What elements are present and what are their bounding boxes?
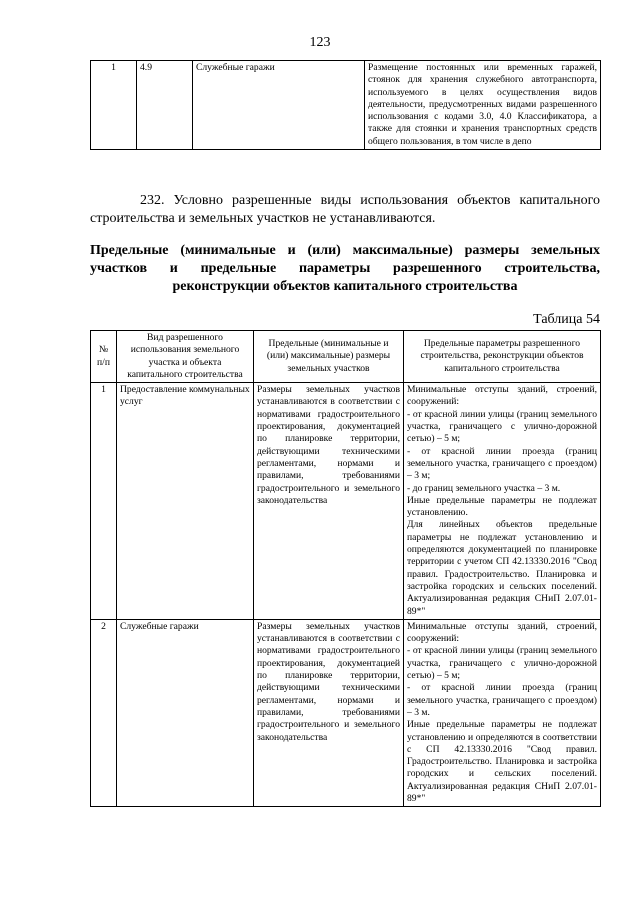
continuation-table — [90, 60, 601, 150]
param-line: Минимальные отступы зданий, строений, сооружений: — [407, 384, 597, 408]
param-line: Минимальные отступы зданий, строений, сооружений: — [407, 620, 597, 645]
page-number: 123 — [309, 35, 331, 50]
row-number: 2 — [91, 619, 117, 806]
param-line: - от красной линии проезда (границ земельного участка, граничащего с проездом) – 3 м; — [407, 445, 597, 482]
row-number: 1 — [91, 61, 137, 150]
header-land-sizes: Предельные (минимальные и (или) максимальные) размеры земельных участков — [254, 331, 404, 383]
param-line: Для линейных объектов предельные параметры не подлежат установлению и определяются документацией по планировке территории с учетом СП 42.13330.2016 "Свод правил. Градостроительство. Планировка и застройка городских и сельских поселений. Актуализированная редакция СНиП 2.07.01-89*" — [407, 519, 597, 617]
row-build-params — [404, 383, 601, 620]
param-line: - от красной линии улицы (границ земельного участка, граничащего с улично-дорожной сетью) – 5 м; — [407, 645, 597, 682]
row-land-sizes: Размеры земельных участков устанавливаются в соответствии с нормативами градостроительного проектирования, документацией по планировке территории, действующими техническими регламентами, нормами и правилами, требованиями градостроительного и земельного законодательства — [254, 383, 404, 620]
row-use-type: Предоставление коммунальных услуг — [117, 383, 254, 620]
paragraph-232: 232. Условно разрешенные виды использования объектов капитального строительства и земельных участков не устанавливаются. — [90, 193, 600, 226]
table-row — [91, 619, 601, 806]
param-line: - от красной линии проезда (границ земельного участка, граничащего с проездом) – 3 м. — [407, 682, 597, 718]
row-name: Служебные гаражи — [193, 61, 365, 150]
param-line: Иные предельные параметры не подлежат установлению и определяются в соответствии с СП 42.13330.2016 "Свод правил. Градостроительство. Планировка и застройка городских и сельских поселений. Актуализированная редакция СНиП 2.07.01-89*" — [407, 719, 597, 804]
table-row — [91, 383, 601, 620]
header-build-params: Предельные параметры разрешенного строительства, реконструкции объектов капитального строительства — [404, 331, 601, 383]
row-number: 1 — [91, 383, 117, 620]
param-line: - до границ земельного участка – 3 м. — [407, 482, 561, 494]
row-land-sizes: Размеры земельных участков устанавливаются в соответствии с нормативами градостроительного проектирования, документацией по планировке территории, действующими техническими регламентами, нормами и правилами, требованиями градостроительного и земельного законодательства — [254, 619, 404, 806]
param-line: - от красной линии улицы (границ земельного участка, граничащего с улично-дорожной сетью) – 5 м; — [407, 408, 597, 445]
section-heading: Предельные (минимальные и (или) максимальные) размеры земельных участков и предельные параметры разрешенного строительства, реконструкции объектов капитального строительства — [90, 243, 600, 294]
param-line: Иные предельные параметры не подлежат установлению. — [407, 494, 597, 519]
row-code: 4.9 — [137, 61, 193, 150]
table-54 — [90, 330, 601, 807]
header-use-type: Вид разрешенного использования земельного участка и объекта капитального строительства — [117, 331, 254, 383]
header-num: № п/п — [91, 331, 117, 383]
table-header-row — [91, 331, 601, 383]
table-caption: Таблица 54 — [533, 312, 600, 327]
table-row — [91, 61, 601, 150]
row-use-type: Служебные гаражи — [117, 619, 254, 806]
row-build-params — [404, 619, 601, 806]
row-description: Размещение постоянных или временных гаражей, стоянок для хранения служебного автотранспорта, используемого в целях осуществления видов деятельности, предусмотренных видами разрешенного использования с кодами 3.0, 4.0 Классификатора, а также для стоянки и хранения транспортных средств общего пользования, в том числе в депо — [365, 61, 601, 150]
